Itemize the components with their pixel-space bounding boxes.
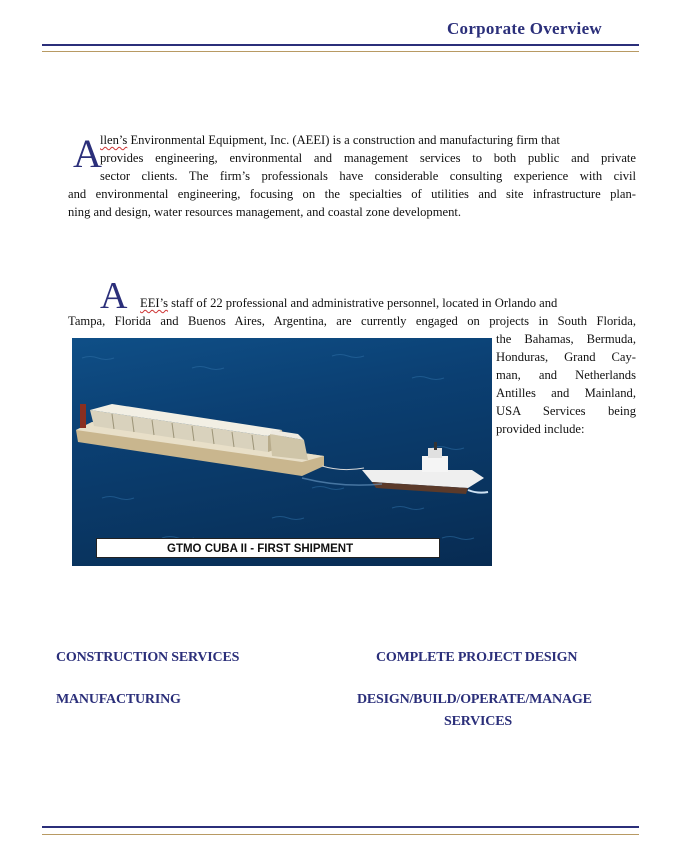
barge-scene xyxy=(72,338,492,566)
footer-rule-blue xyxy=(42,826,639,828)
misspelled-word: EEI’s xyxy=(140,296,168,310)
staff-side-line-3: man, and Netherlands xyxy=(496,368,636,382)
header-rule-tan xyxy=(42,51,639,52)
service-manufacturing: MANUFACTURING xyxy=(56,692,181,707)
intro-line-3: sector clients. The firm’s professionals have considerable consulting experience with civil xyxy=(100,169,636,183)
service-design-build: DESIGN/BUILD/OPERATE/MANAGE xyxy=(357,692,592,707)
staff-line-1 xyxy=(140,294,636,312)
tow-line xyxy=(322,466,364,470)
staff-side-line-4: Antilles and Mainland, xyxy=(496,386,636,400)
intro-line-5: ning and design, water resources management, and coastal zone development. xyxy=(68,205,462,219)
service-construction: CONSTRUCTION SERVICES xyxy=(56,650,240,665)
service-design-build-line2: SERVICES xyxy=(444,714,512,729)
photo-caption: GTMO CUBA II - FIRST SHIPMENT xyxy=(96,538,440,558)
page-title: Corporate Overview xyxy=(446,19,602,38)
staff-dropcap: A xyxy=(100,275,128,317)
service-project-design: COMPLETE PROJECT DESIGN xyxy=(376,650,578,665)
intro-line-1 xyxy=(100,131,636,149)
misspelled-word: llen’s xyxy=(100,133,128,147)
intro-line-2: provides engineering, environmental and management services to both public and private xyxy=(100,151,636,165)
staff-side-line-6: provided include: xyxy=(496,422,585,436)
intro-line-4: and environmental engineering, focusing on the specialties of utilities and site infrastructure plan- xyxy=(68,187,636,201)
header-rule-blue xyxy=(42,44,639,46)
staff-side-line-1: the Bahamas, Bermuda, xyxy=(496,332,636,346)
barge-photo xyxy=(72,338,492,566)
staff-side-line-2: Honduras, Grand Cay- xyxy=(496,350,636,364)
staff-line-1-text: staff of 22 professional and administrative personnel, located in Orlando and xyxy=(167,296,558,310)
tugboat xyxy=(362,442,488,494)
staff-side-line-5: USA Services being xyxy=(496,404,636,418)
footer-rule-tan xyxy=(42,834,639,835)
barge xyxy=(76,404,324,476)
intro-line-1-text: Environmental Equipment, Inc. (AEEI) is a construction and manufacturing firm that xyxy=(127,133,560,147)
intro-dropcap: A xyxy=(73,131,102,176)
staff-line-2: Tampa, Florida and Buenos Aires, Argentina, are currently engaged on projects in South Florida, xyxy=(68,314,636,328)
